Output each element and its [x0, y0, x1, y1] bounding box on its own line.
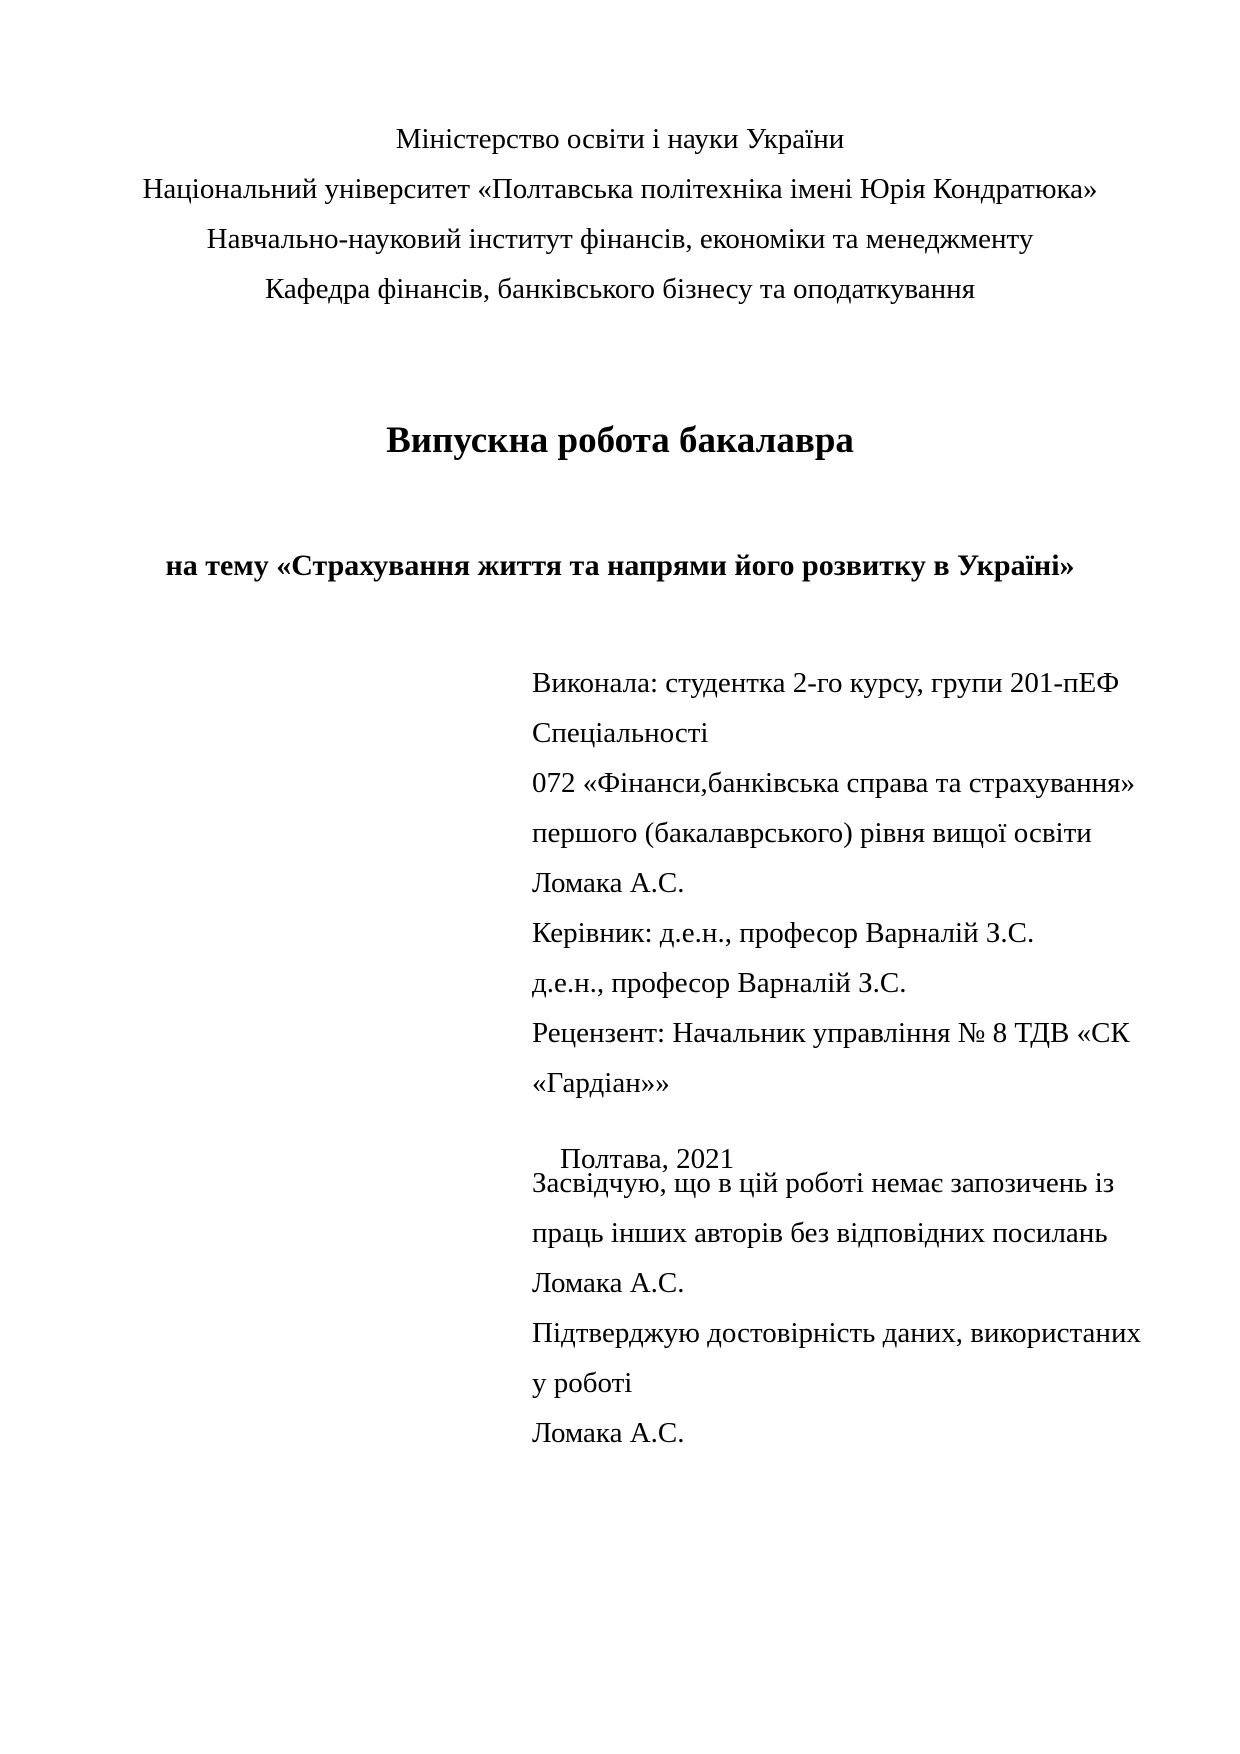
- institute-line: Навчально-науковий інститут фінансів, економіки та менеджменту: [206, 223, 1034, 255]
- declaration-signature-line: Ломака А.С.: [532, 1267, 685, 1299]
- confirmation-signature-line: Ломака А.С.: [532, 1417, 685, 1449]
- supervisor-line: Керівник: д.е.н., професор Варналій З.С.: [532, 917, 1035, 949]
- city-year: Полтава, 2021: [560, 1143, 735, 1175]
- author-name-line: Ломака А.С.: [532, 867, 685, 899]
- university-line: Національний університет «Полтавська політехніка імені Юрія Кондратюка»: [142, 173, 1098, 205]
- confirmation-line: Підтверджую достовірність даних, використаних: [532, 1317, 1141, 1349]
- ministry-line: Міністерство освіти і науки України: [395, 123, 845, 155]
- institution-header: [0, 114, 1240, 314]
- education-level-line: першого (бакалаврського) рівня вищої освіти: [532, 817, 1092, 849]
- reviewer-org-line: «Гардіан»»: [532, 1067, 670, 1099]
- specialty-line: 072 «Фінанси,банківська справа та страхування»: [532, 767, 1136, 799]
- department-line: Кафедра фінансів, банківського бізнесу та оподаткування: [264, 273, 976, 305]
- declaration-line: Засвідчую, що в цій роботі немає запозичень із: [532, 1167, 1115, 1199]
- author-info-block: [532, 658, 1212, 1458]
- specialty-label-line: Спеціальності: [532, 717, 709, 749]
- supervisor-signature-line: д.е.н., професор Варналій З.С.: [532, 967, 907, 999]
- author-line: Виконала: студентка 2-го курсу, групи 201-пЕФ: [532, 667, 1120, 699]
- reviewer-line: Рецензент: Начальник управління № 8 ТДВ «СК: [532, 1017, 1130, 1049]
- document-topic: на тему «Страхування життя та напрями його розвитку в Україні»: [165, 549, 1075, 582]
- document-title: Випускна робота бакалавра: [386, 420, 854, 461]
- declaration-line: праць інших авторів без відповідних посилань: [532, 1217, 1108, 1249]
- confirmation-line: у роботі: [532, 1367, 633, 1399]
